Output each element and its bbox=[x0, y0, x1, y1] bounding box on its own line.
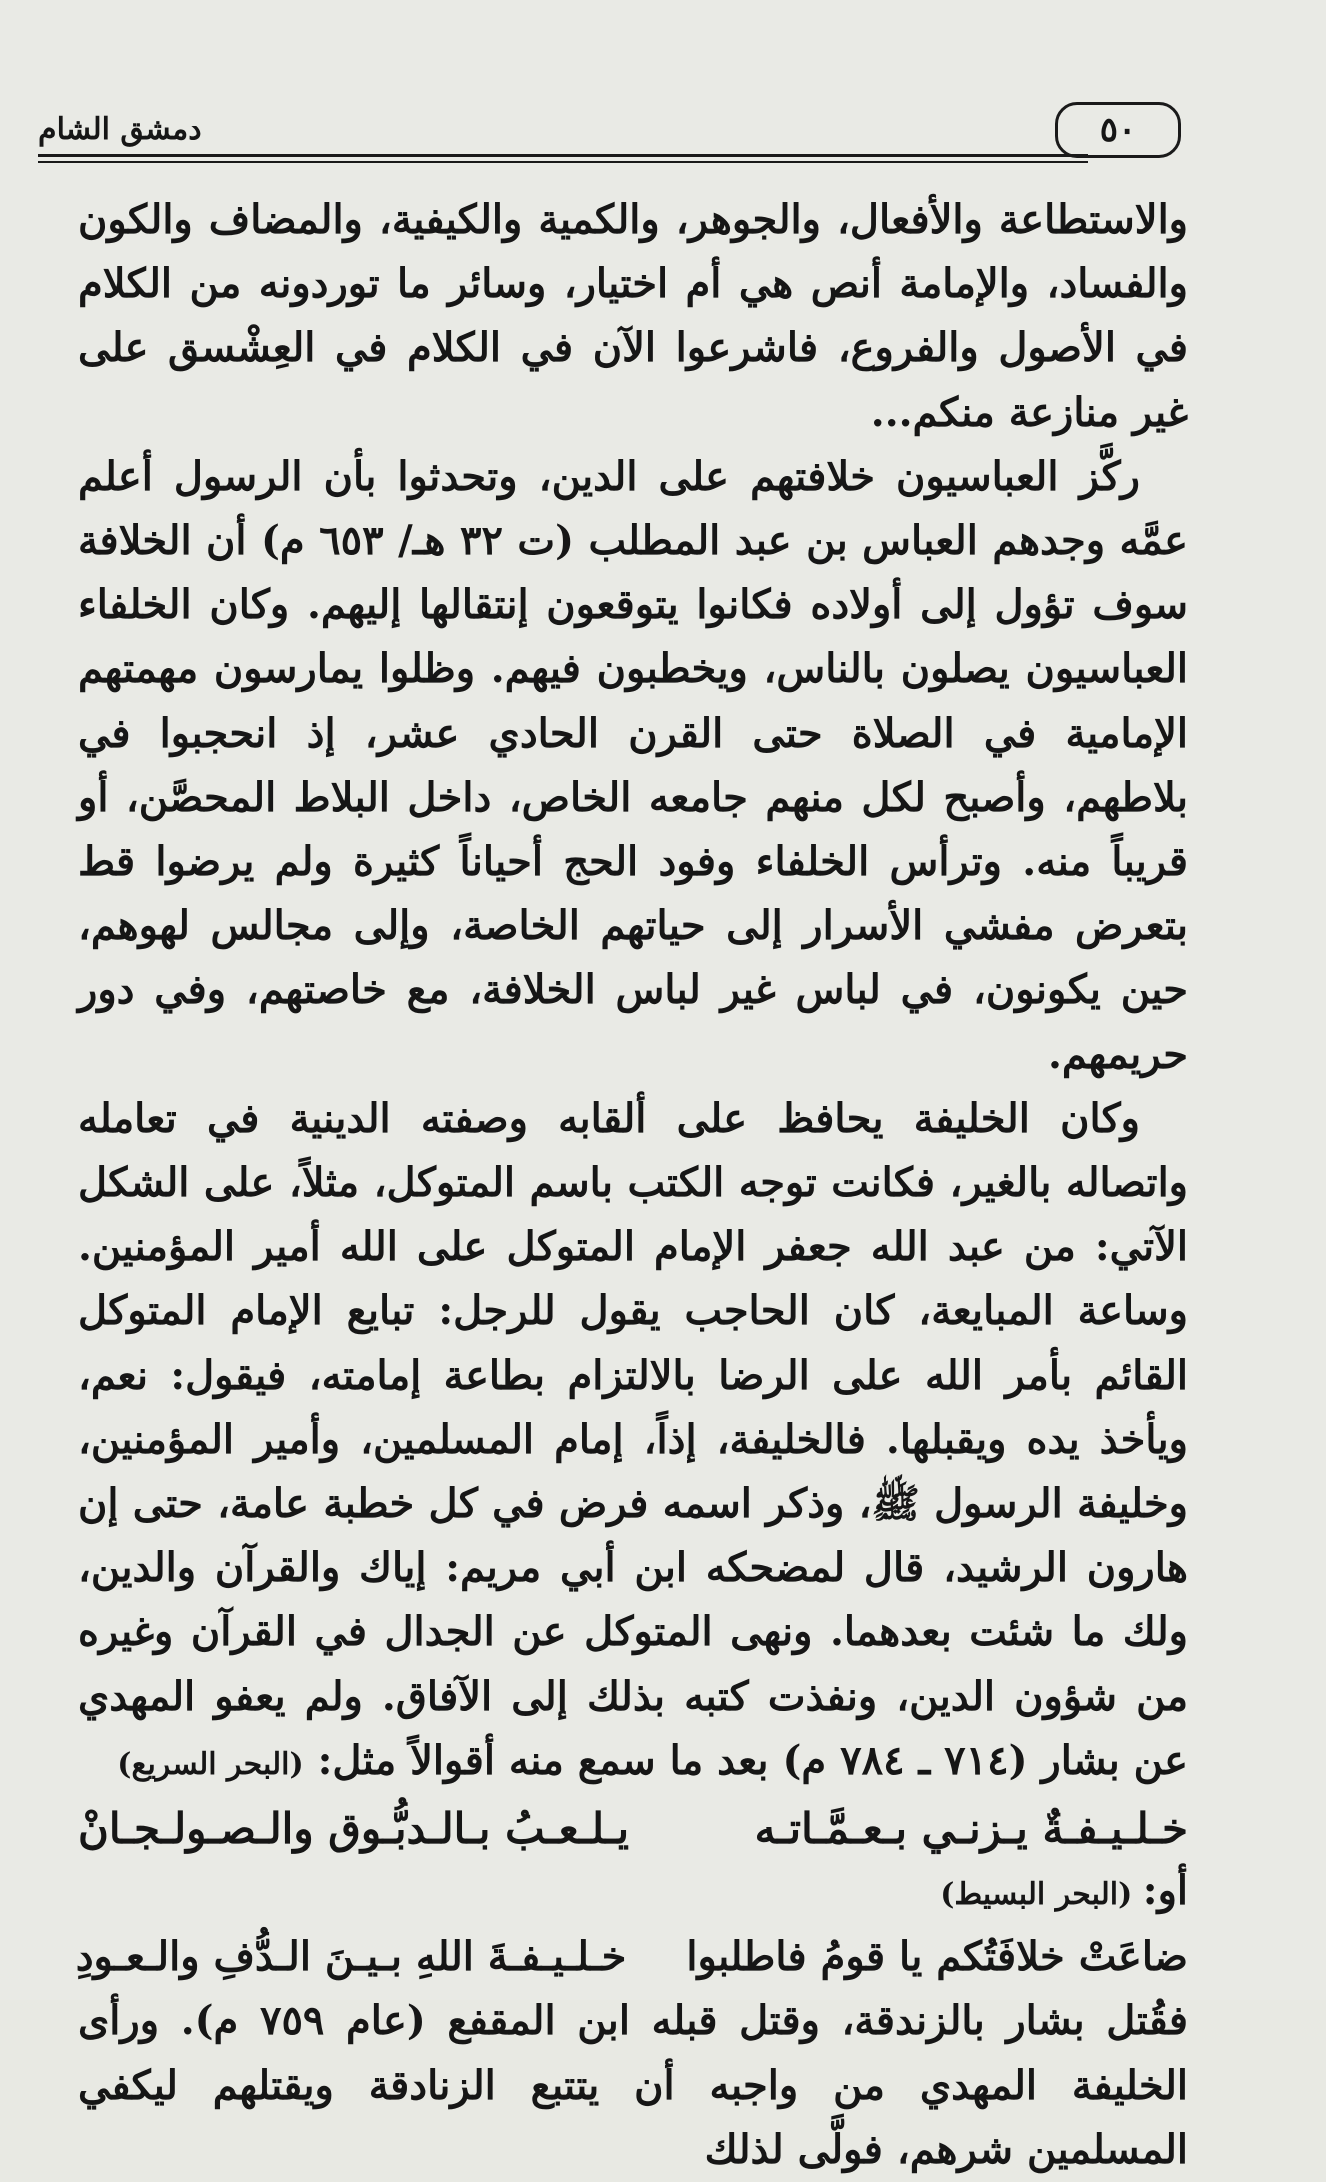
header-rule-thin bbox=[38, 161, 1088, 163]
page-number-box bbox=[1055, 102, 1181, 158]
or-label: أو: bbox=[1142, 1867, 1188, 1915]
meter-label-basit: (البحر البسيط) bbox=[940, 1877, 1133, 1913]
paragraph-1: والاستطاعة والأفعال، والجوهر، والكمية والكيفية، والمضاف والكون والفساد، والإمامة أنص هي أم اختيار، وسائر ما توردونه من الكلام في الأصول والفروع، فاشرعوا الآن في الكلام في العِشْسق على غير منازعة منكم... bbox=[78, 196, 1188, 436]
body-text bbox=[75, 188, 1189, 2182]
page-header bbox=[38, 88, 1326, 168]
paragraph-2: ركَّز العباسيون خلافتهم على الدين، وتحدثوا بأن الرسول أعلم عمَّه وجدهم العباس بن عبد المطلب (ت ٣٢ هـ/ ٦٥٣ م) أن الخلافة سوف تؤول إلى أولاده فكانوا يتوقعون إنتقالها إليهم. وكان الخلفاء العباسيون يصلون بالناس، ويخطبون فيهم. وظلوا يمارسون مهمتهم الإمامية في الصلاة حتى القرن الحادي عشر، إذ انحجبوا في بلاطهم، وأصبح لكل منهم جامعه الخاص، داخل البلاط المحصَّن، أو قريباً منه. وترأس الخلفاء وفود الحج أحياناً كثيرة ولم يرضوا قط بتعرض مفشي الأسرار إلى حياتهم الخاصة، وإلى مجالس لهوهم، حين يكونون، في لباس غير لباس الخلافة، مع خاصتهم، وفي دور حريمهم. bbox=[78, 452, 1188, 1078]
verse-2-second-hemistich: خـلـيـفـةَ اللهِ بـيـنَ الـدُّفِ والـعـودِ bbox=[75, 1933, 627, 1981]
poetry-verse-1 bbox=[78, 1797, 1188, 1861]
verse-1-first-hemistich: خـلـيـفـةٌ يـزنـي بـعـمَّـاتـه bbox=[754, 1804, 1188, 1854]
paragraph-3 bbox=[78, 1087, 1188, 1797]
meter-label-sari: (البحر السريع) bbox=[117, 1746, 304, 1782]
verse-1-second-hemistich: يـلـعـبُ بـالـدبُّـوق والـصـولـجـانْ bbox=[78, 1804, 630, 1854]
page-number: ٥٠ bbox=[1099, 110, 1137, 150]
or-line bbox=[78, 1861, 1188, 1925]
paragraph-4: فقُتل بشار بالزندقة، وقتل قبله ابن المقفع (عام ٧٥٩ م). ورأى الخليفة المهدي من واجبه أن يتتبع الزنادقة ويقتلهم ليكفي المسلمين شرهم، فولَّى لذلك bbox=[78, 1997, 1189, 2173]
poetry-verse-2 bbox=[75, 1925, 1188, 1989]
paragraph-3-text: وكان الخليفة يحافظ على ألقابه وصفته الدينية في تعامله واتصاله بالغير، فكانت توجه الكتب باسم المتوكل، مثلاً، على الشكل الآتي: من عبد الله جعفر الإمام المتوكل على الله أمير المؤمنين. وساعة المبايعة، كان الحاجب يقول للرجل: تبايع الإمام المتوكل القائم بأمر الله على الرضا بالالتزام بطاعة إمامته، فيقول: نعم، ويأخذ يده ويقبلها. فالخليفة، إذاً، إمام المسلمين، وأمير المؤمنين، وخليفة الرسول ﷺ، وذكر اسمه فرض في كل خطبة عامة، حتى إن هارون الرشيد، قال لمضحكه ابن أبي مريم: إياك والقرآن والدين، ولك ما شئت بعدهما. ونهى المتوكل عن الجدال في القرآن وغيره من شؤون الدين، ونفذت كتبه بذلك إلى الآفاق. ولم يعفو المهدي عن بشار (٧١٤ ـ ٧٨٤ م) بعد ما سمع منه أقوالاً مثل: bbox=[78, 1094, 1188, 1784]
running-title: دمشق الشام bbox=[38, 112, 202, 147]
header-rule bbox=[38, 154, 1088, 157]
verse-2-first-hemistich: ضاعَتْ خلافَتُكم يا قومُ فاطلبوا bbox=[686, 1933, 1188, 1981]
